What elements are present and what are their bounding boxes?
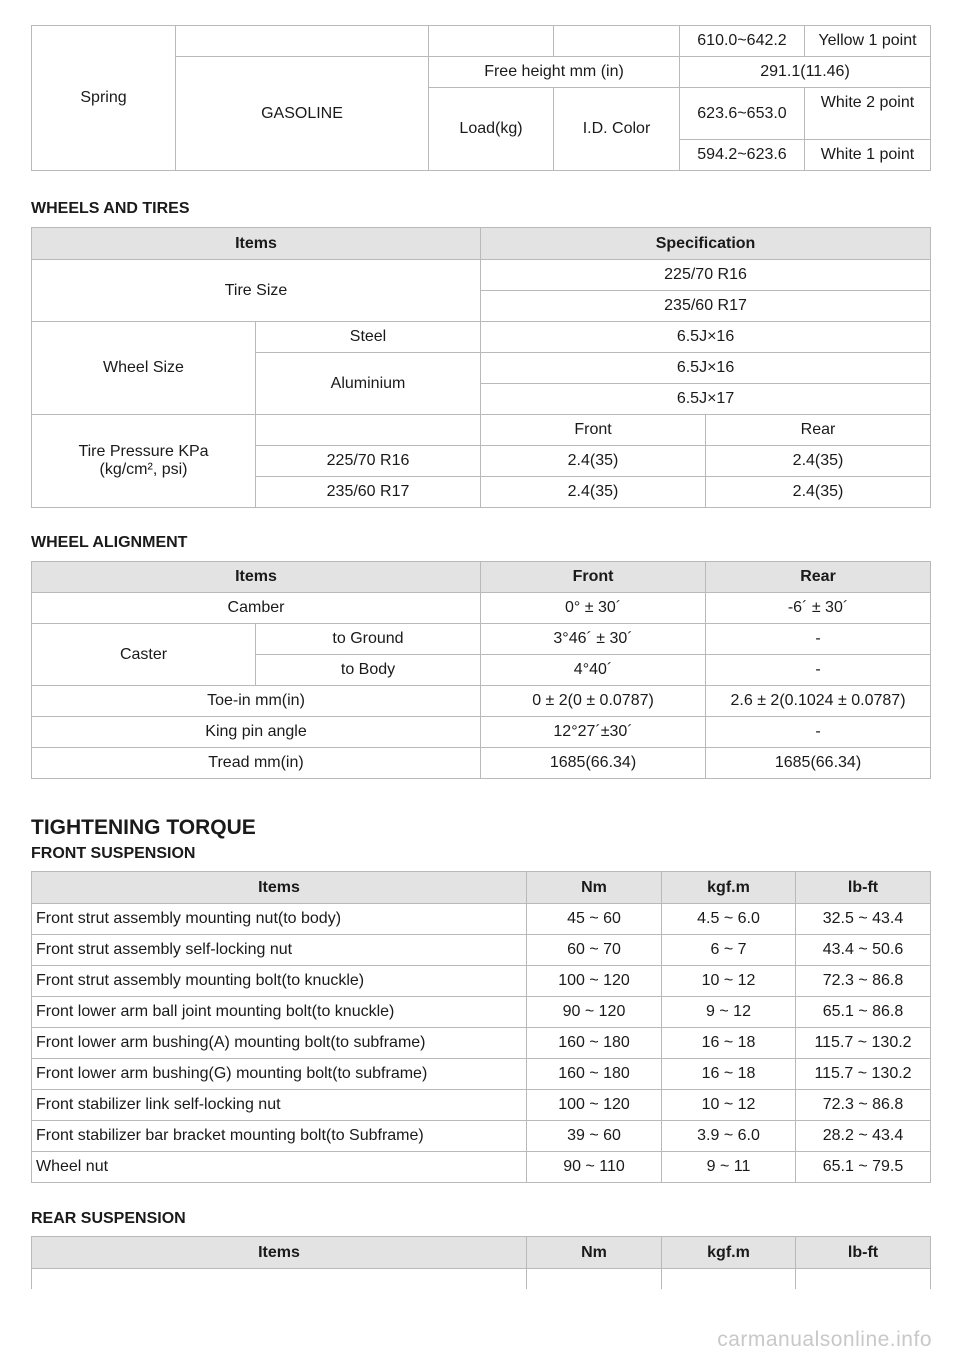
aluminium-label: Aluminium bbox=[256, 353, 481, 415]
caster-label: Caster bbox=[32, 624, 256, 686]
torque-nm: 39 ~ 60 bbox=[527, 1121, 662, 1152]
table-row bbox=[32, 997, 931, 1028]
tread-rear: 1685(66.34) bbox=[706, 748, 931, 779]
torque-kgfm: 3.9 ~ 6.0 bbox=[662, 1121, 796, 1152]
caster-ground-front: 3°46´ ± 30´ bbox=[481, 624, 706, 655]
col-lbft: lb-ft bbox=[796, 872, 931, 904]
torque-lbft: 72.3 ~ 86.8 bbox=[796, 966, 931, 997]
wheel-size-label: Wheel Size bbox=[32, 322, 256, 415]
tire-pressure-label-line1: Tire Pressure KPa bbox=[78, 443, 209, 460]
free-height-label: Free height mm (in) bbox=[429, 57, 680, 88]
toe-in-rear: 2.6 ± 2(0.1024 ± 0.0787) bbox=[706, 686, 931, 717]
tread-front: 1685(66.34) bbox=[481, 748, 706, 779]
caster-ground-rear: - bbox=[706, 624, 931, 655]
spring-load-3: 594.2~623.6 bbox=[680, 140, 805, 171]
torque-nm: 90 ~ 120 bbox=[527, 997, 662, 1028]
torque-kgfm: 6 ~ 7 bbox=[662, 935, 796, 966]
col-nm: Nm bbox=[527, 872, 662, 904]
torque-lbft: 43.4 ~ 50.6 bbox=[796, 935, 931, 966]
table-row bbox=[32, 966, 931, 997]
wheel-alignment-table bbox=[31, 561, 931, 779]
torque-item: Front stabilizer bar bracket mounting bolt(to Subframe) bbox=[32, 1121, 527, 1152]
torque-kgfm: 9 ~ 11 bbox=[662, 1152, 796, 1183]
aluminium-value: 6.5J×17 bbox=[481, 384, 931, 415]
torque-lbft: 32.5 ~ 43.4 bbox=[796, 904, 931, 935]
torque-lbft: 65.1 ~ 79.5 bbox=[796, 1152, 931, 1183]
table-row bbox=[32, 904, 931, 935]
col-kgfm: kgf.m bbox=[662, 1237, 796, 1269]
watermark: carmanualsonline.info bbox=[717, 1328, 932, 1351]
camber-rear: -6´ ± 30´ bbox=[706, 593, 931, 624]
steel-label: Steel bbox=[256, 322, 481, 353]
torque-kgfm: 4.5 ~ 6.0 bbox=[662, 904, 796, 935]
rear-suspension-heading: REAR SUSPENSION bbox=[31, 1210, 186, 1227]
king-pin-front: 12°27´±30´ bbox=[481, 717, 706, 748]
spring-fuel: GASOLINE bbox=[176, 57, 429, 171]
torque-kgfm: 10 ~ 12 bbox=[662, 966, 796, 997]
spring-load-1: 610.0~642.2 bbox=[680, 26, 805, 57]
torque-kgfm: 10 ~ 12 bbox=[662, 1090, 796, 1121]
torque-nm: 45 ~ 60 bbox=[527, 904, 662, 935]
tire-size-value: 225/70 R16 bbox=[481, 260, 931, 291]
table-row bbox=[32, 1121, 931, 1152]
torque-item: Front lower arm bushing(A) mounting bolt(to subframe) bbox=[32, 1028, 527, 1059]
tire-size-label: Tire Size bbox=[32, 260, 481, 322]
table-row bbox=[32, 1059, 931, 1090]
caster-body-label: to Body bbox=[256, 655, 481, 686]
spring-color-2: White 2 point bbox=[805, 88, 931, 140]
torque-kgfm: 16 ~ 18 bbox=[662, 1059, 796, 1090]
torque-nm: 90 ~ 110 bbox=[527, 1152, 662, 1183]
king-pin-rear: - bbox=[706, 717, 931, 748]
wheel-alignment-heading: WHEEL ALIGNMENT bbox=[31, 534, 188, 551]
torque-lbft: 72.3 ~ 86.8 bbox=[796, 1090, 931, 1121]
torque-lbft: 65.1 ~ 86.8 bbox=[796, 997, 931, 1028]
col-items: Items bbox=[32, 872, 527, 904]
torque-item: Front strut assembly mounting nut(to body) bbox=[32, 904, 527, 935]
col-specification: Specification bbox=[481, 228, 931, 260]
table-row bbox=[32, 1090, 931, 1121]
pressure-rear: 2.4(35) bbox=[706, 446, 931, 477]
table-row bbox=[32, 1152, 931, 1183]
torque-lbft: 115.7 ~ 130.2 bbox=[796, 1028, 931, 1059]
table-row bbox=[32, 1028, 931, 1059]
front-suspension-heading: FRONT SUSPENSION bbox=[31, 845, 196, 862]
id-color-label: I.D. Color bbox=[554, 88, 680, 171]
front-suspension-table bbox=[31, 871, 931, 1183]
torque-lbft: 115.7 ~ 130.2 bbox=[796, 1059, 931, 1090]
torque-item: Wheel nut bbox=[32, 1152, 527, 1183]
spring-load-2: 623.6~653.0 bbox=[680, 88, 805, 140]
free-height-value: 291.1(11.46) bbox=[680, 57, 931, 88]
torque-kgfm: 16 ~ 18 bbox=[662, 1028, 796, 1059]
col-kgfm: kgf.m bbox=[662, 872, 796, 904]
torque-item: Front strut assembly self-locking nut bbox=[32, 935, 527, 966]
torque-item: Front strut assembly mounting bolt(to knuckle) bbox=[32, 966, 527, 997]
aluminium-value: 6.5J×16 bbox=[481, 353, 931, 384]
torque-nm: 160 ~ 180 bbox=[527, 1028, 662, 1059]
col-nm: Nm bbox=[527, 1237, 662, 1269]
pressure-front: 2.4(35) bbox=[481, 477, 706, 508]
torque-item: Front lower arm bushing(G) mounting bolt(to subframe) bbox=[32, 1059, 527, 1090]
spring-color-3: White 1 point bbox=[805, 140, 931, 171]
pressure-rear-header: Rear bbox=[706, 415, 931, 446]
caster-body-rear: - bbox=[706, 655, 931, 686]
col-rear: Rear bbox=[706, 562, 931, 593]
col-front: Front bbox=[481, 562, 706, 593]
king-pin-label: King pin angle bbox=[32, 717, 481, 748]
pressure-front-header: Front bbox=[481, 415, 706, 446]
caster-body-front: 4°40´ bbox=[481, 655, 706, 686]
tire-pressure-label bbox=[32, 415, 256, 508]
toe-in-label: Toe-in mm(in) bbox=[32, 686, 481, 717]
wheels-tires-heading: WHEELS AND TIRES bbox=[31, 200, 190, 217]
spring-color-1: Yellow 1 point bbox=[805, 26, 931, 57]
pressure-size: 235/60 R17 bbox=[256, 477, 481, 508]
torque-nm: 100 ~ 120 bbox=[527, 1090, 662, 1121]
torque-lbft: 28.2 ~ 43.4 bbox=[796, 1121, 931, 1152]
torque-nm: 100 ~ 120 bbox=[527, 966, 662, 997]
tire-pressure-label-line2: (kg/cm², psi) bbox=[99, 461, 188, 478]
toe-in-front: 0 ± 2(0 ± 0.0787) bbox=[481, 686, 706, 717]
tire-size-value: 235/60 R17 bbox=[481, 291, 931, 322]
torque-nm: 60 ~ 70 bbox=[527, 935, 662, 966]
col-items: Items bbox=[32, 1237, 527, 1269]
rear-suspension-table bbox=[31, 1236, 931, 1289]
steel-value: 6.5J×16 bbox=[481, 322, 931, 353]
torque-item: Front stabilizer link self-locking nut bbox=[32, 1090, 527, 1121]
spring-label: Spring bbox=[32, 26, 176, 171]
col-items: Items bbox=[32, 228, 481, 260]
camber-front: 0° ± 30´ bbox=[481, 593, 706, 624]
table-row bbox=[32, 935, 931, 966]
torque-nm: 160 ~ 180 bbox=[527, 1059, 662, 1090]
col-items: Items bbox=[32, 562, 481, 593]
tightening-torque-title: TIGHTENING TORQUE bbox=[31, 816, 256, 839]
pressure-size: 225/70 R16 bbox=[256, 446, 481, 477]
spring-table bbox=[31, 25, 931, 171]
caster-ground-label: to Ground bbox=[256, 624, 481, 655]
torque-kgfm: 9 ~ 12 bbox=[662, 997, 796, 1028]
tread-label: Tread mm(in) bbox=[32, 748, 481, 779]
torque-item: Front lower arm ball joint mounting bolt(to knuckle) bbox=[32, 997, 527, 1028]
camber-label: Camber bbox=[32, 593, 481, 624]
front-suspension-rows bbox=[32, 904, 931, 1183]
pressure-rear: 2.4(35) bbox=[706, 477, 931, 508]
wheels-tires-table bbox=[31, 227, 931, 508]
pressure-front: 2.4(35) bbox=[481, 446, 706, 477]
col-lbft: lb-ft bbox=[796, 1237, 931, 1269]
load-label: Load(kg) bbox=[429, 88, 554, 171]
